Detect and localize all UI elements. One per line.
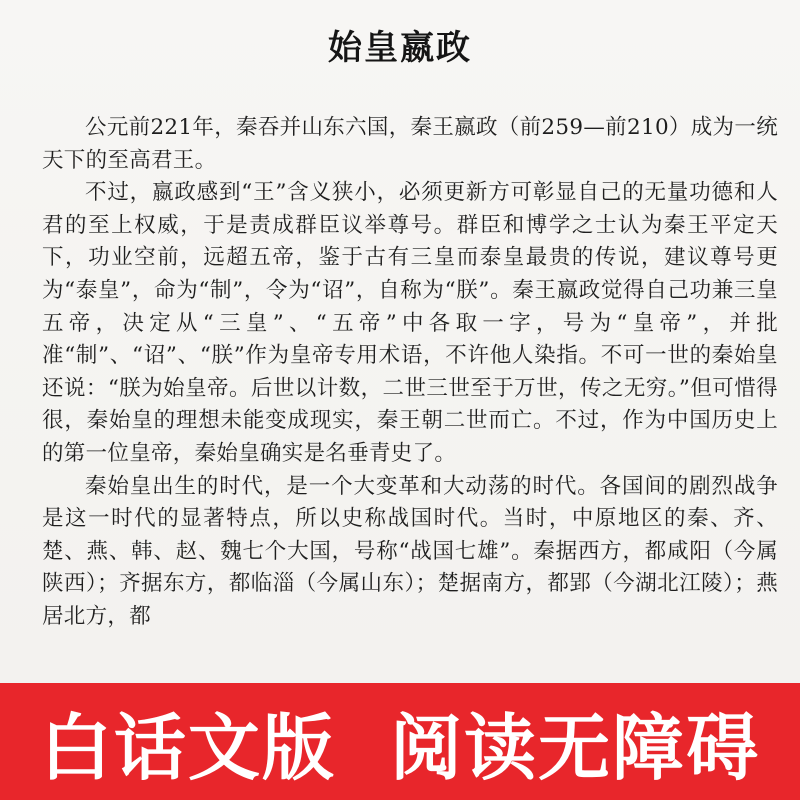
page-title: 始皇嬴政 bbox=[328, 28, 472, 68]
promo-banner bbox=[0, 683, 800, 800]
banner-text: 白话文版 阅读无障碍 bbox=[39, 705, 761, 790]
body-text bbox=[42, 112, 778, 634]
paragraph-2: 不过，嬴政感到“王”含义狭小，必须更新方可彰显自己的无量功德和人君的至上权威，于是责成群臣议举尊号。群臣和博学之士认为秦王平定天下，功业空前，远超五帝，鉴于古有三皇而泰皇最贵的传说，建议尊号更为“泰皇”，命为“制”，令为“诏”，自称为“朕”。秦王嬴政觉得自己功兼三皇五帝，决定从“三皇”、“五帝”中各取一字，号为“皇帝”，并批准“制”、“诏”、“朕”作为皇帝专用术语，不许他人染指。不可一世的秦始皇还说：“朕为始皇帝。后世以计数，二世三世至于万世，传之无穷。”但可惜得很，秦始皇的理想未能变成现实，秦王朝二世而亡。不过，作为中国历史上的第一位皇帝，秦始皇确实是名垂青史了。 bbox=[42, 180, 778, 466]
paragraph-1: 公元前221年，秦吞并山东六国，秦王嬴政（前259—前210）成为一统天下的至高君王。 bbox=[42, 115, 778, 173]
paragraph-3: 秦始皇出生的时代，是一个大变革和大动荡的时代。各国间的剧烈战争是这一时代的显著特点，所以史称战国时代。当时，中原地区的秦、齐、楚、燕、韩、赵、魏七个大国，号称“战国七雄”。秦据西方，都咸阳（今属陕西）；齐据东方，都临淄（今属山东）；楚据南方，都郢（今湖北江陵）；燕居北方，都 bbox=[42, 473, 778, 629]
